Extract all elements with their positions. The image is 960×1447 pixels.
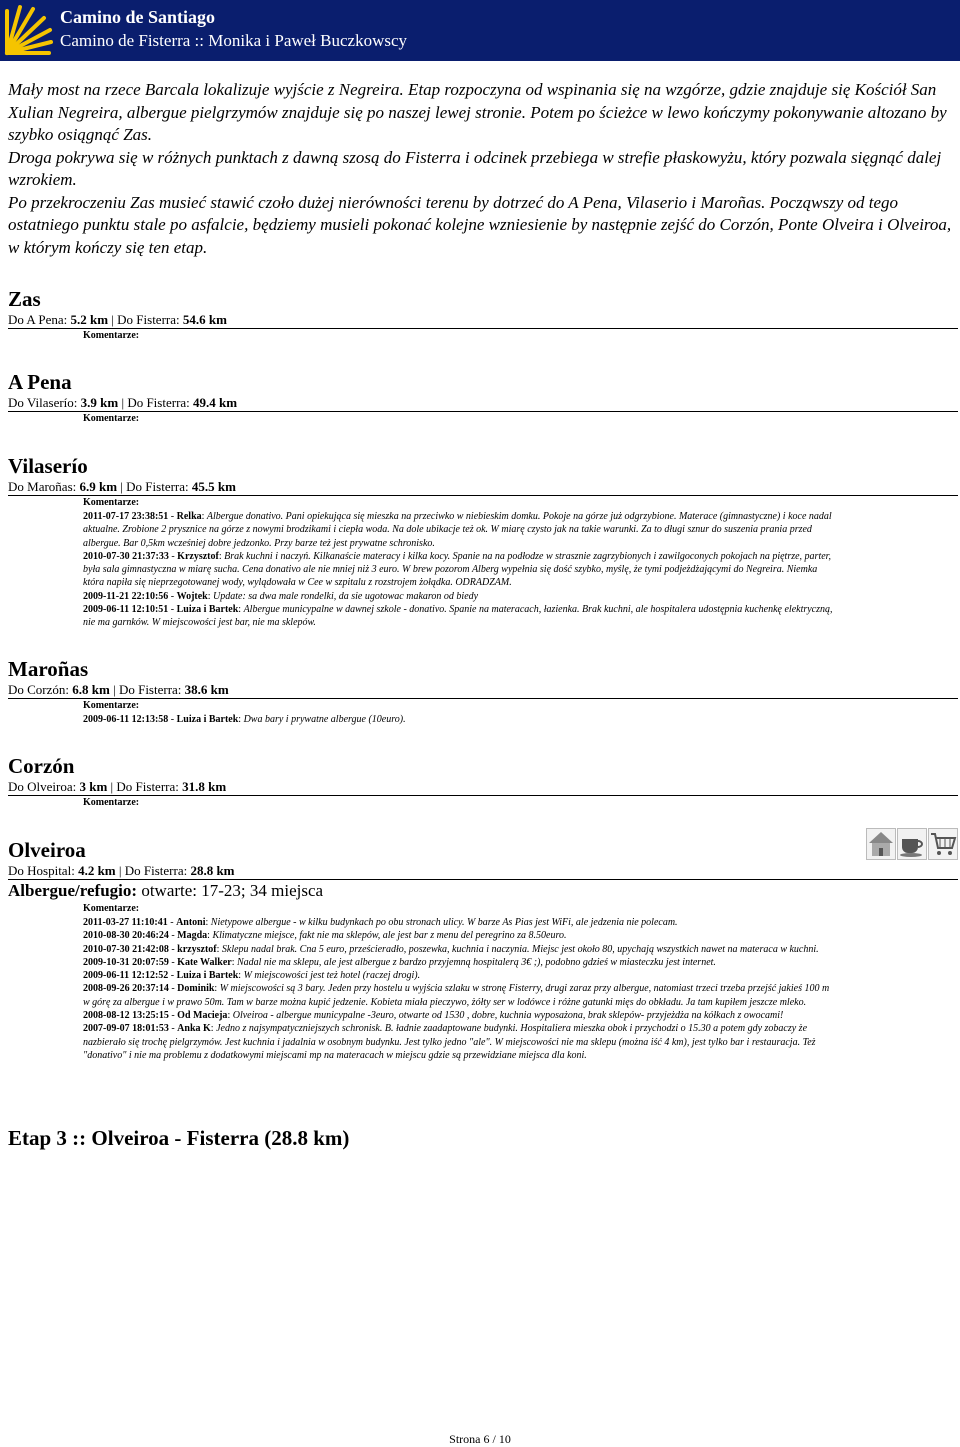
distance-line: Do Vilaserío: 3.9 km | Do Fisterra: 49.4 km	[8, 395, 958, 412]
comments-label: Komentarze:	[83, 413, 140, 424]
place-section-zas	[8, 286, 958, 343]
place-heading: Corzón	[8, 754, 75, 778]
comment-entry: 2009-06-11 12:13:58 - Luiza i Bartek: Dwa bary i prywatne albergue (10euro).	[83, 714, 406, 725]
comments-label: Komentarze:	[83, 700, 140, 711]
comment-entry: 2008-09-26 20:37:14 - Dominik: W miejscowości są 3 bary. Jeden przy hostelu u wyjścia szlaku w stronę Fisterry, drugi zaraz przy albergue, natomiast trzeci trzeba przejść jakieś 100 m w górę za albergue i w prawo 50m. Tam w barze można kupić jedzenie. Kobieta miała pieczywo, żółty ser w lodówce i różne gatunki mięs do obkładu. Ja tam kupiłem jeszcze mleko.	[83, 983, 830, 1008]
comments-label: Komentarze:	[83, 797, 140, 808]
place-section-olveiroa	[8, 837, 958, 1062]
place-section-maronas	[8, 656, 958, 726]
place-heading: Maroñas	[8, 657, 89, 681]
comment-entry: 2011-03-27 11:10:41 - Antoni: Nietypowe albergue - w kilku budynkach po obu stronach ulicy. W barze As Pias jest WiFi, ale jedzenia nie polecam.	[83, 917, 678, 928]
intro-paragraph: Mały most na rzece Barcala lokalizuje wyjście z Negreira. Etap rozpoczyna od wspinania się na wzgórze, gdzie znajduje się Kościół San Xulian Negreira, albergue pielgrzymów znajduje się po naszej lewej stronie. Potem po ścieżce w lewo kończymy pokonywanie altozano by szybko osiągnąć Zas.	[8, 80, 947, 144]
site-title: Camino de Santiago	[60, 7, 216, 27]
stage-heading: Etap 3 :: Olveiroa - Fisterra (28.8 km)	[8, 1126, 350, 1150]
albergue-info: Albergue/refugio: otwarte: 17-23; 34 miejsca	[8, 881, 324, 900]
header-bar	[0, 0, 960, 61]
distance-line: Do Hospital: 4.2 km | Do Fisterra: 28.8 km	[8, 863, 958, 880]
comments-label: Komentarze:	[83, 903, 140, 914]
comment-entry: 2009-10-31 20:07:59 - Kate Walker: Nadal nie ma sklepu, ale jest albergue z bardzo przyjemną hospitalerą 3€ ;), podobno gdzieś w miasteczku jest internet.	[83, 956, 716, 968]
scallop-shell-icon	[3, 3, 54, 57]
distance-line: Do Corzón: 6.8 km | Do Fisterra: 38.6 km	[8, 682, 958, 699]
site-subtitle: Camino de Fisterra :: Monika i Paweł Buczkowscy	[60, 31, 408, 50]
comment-entry: 2009-06-11 12:12:52 - Luiza i Bartek: W miejscowości jest też hotel (raczej drogi).	[83, 970, 421, 982]
comments-label: Komentarze:	[83, 497, 140, 508]
comment-entry: 2010-08-30 20:46:24 - Magda: Klimatyczne miejsce, fakt nie ma sklepów, ale jest bar z menu del peregrino za 8.50euro.	[83, 930, 567, 942]
comment-entry: 2010-07-30 21:42:08 - krzysztof: Sklepu nadal brak. Cna 5 euro, prześcieradło, poszewka, kuchnia i naczynia. Miejsc jest około 80, upychają wszystkich nawet na materaca w kuchni.	[83, 943, 819, 955]
place-section-vilaserio	[8, 453, 958, 630]
comment-entry: 2011-07-17 23:38:51 - Relka: Albergue donativo. Pani opiekująca się mieszka na przeciwko w niebieskim domku. Pokoje na górze już odgrzybione. Materace (gimnastyczne) i koce nadal aktualne. Zrobione 2 prysznice na górze z nowymi brodzikami i ciepła woda. Na dole ubikacje też ok. W miarę czysto jak na takie warunki. Za to długi sznur do suszenia prania przed albergue. Bar 0,5km wcześniej dobre jedzonko. Przy barze też jest prywatne schronisko.	[83, 511, 832, 549]
place-heading: Olveiroa	[8, 838, 86, 862]
place-heading: Zas	[8, 287, 41, 311]
place-heading: Vilaserío	[8, 454, 88, 478]
place-section-corzon	[8, 753, 958, 810]
distance-line: Do Maroñas: 6.9 km | Do Fisterra: 45.5 km	[8, 479, 958, 496]
place-section-a-pena	[8, 369, 958, 426]
distance-line: Do A Pena: 5.2 km | Do Fisterra: 54.6 km	[8, 312, 958, 329]
comment-entry: 2010-07-30 21:37:33 - Krzysztof: Brak kuchni i naczyń. Kilkanaście materacy i kilka kocy. Spanie na na podłodze w strasznie zagrzybionych i zawilgoconych pokojach na piętrze, parter, była sala gimnastyczna w miarę sucha. Cena donativo ale nie mniej niż 3 euro. W brew pozorom Alberg wypełnia się dość szybko, myślę, że tymi podjeżdżającymi do Negreira. Niemka która napiła się nieprzegotowanej wody, wylądowała w Cee w szpitalu z rozstrojem żołądka. ODRADZAM.	[83, 550, 831, 589]
intro-paragraph: Po przekroczeniu Zas musieć stawić czoło dużej nierówności terenu by dotrzeć do A Pena, Vilaserio i Maroñas. Począwszy od tego ostatniego punktu stale po asfalcie, będziemy musieli pokonać kolejne wzniesienie by następnie zejść do Corzón, Ponte Olveira i Olveiroa, w którym kończy się ten etap.	[8, 192, 952, 257]
comment-entry: 2009-06-11 12:10:51 - Luiza i Bartek: Albergue municypalne w dawnej szkole - donativo. Spanie na materacach, łazienka. Brak kuchni, ale hospitalera udostępnia kuchenkę elektryczną, nie ma garnków. W miejscowości jest bar, nie ma sklepów.	[83, 604, 833, 629]
comment-entry: 2007-09-07 18:01:53 - Anka K: Jedno z najsympatyczniejszych schronisk. B. ładnie zaadaptowane budynki. Hospitaliera mieszka obok i przychodzi o 15.30 a potem gdy zobaczy że nazbierało się trochę pielgrzymów. Jest kuchnia i jadalnia w osobnym budynku. Jest tylko jedno "ale". W miejscowości nie ma sklepu (można iść 4 km), jest tylko bar i restauracja. Też "donativo" i nie ma problemu z dodatkowymi miejscami mp na materacach w miejscu gdzie są przewidziane miejsca dla koni.	[83, 1023, 816, 1061]
page-number: Strona 6 / 10	[449, 1432, 511, 1446]
distance-line: Do Olveiroa: 3 km | Do Fisterra: 31.8 km	[8, 779, 958, 796]
comments-label: Komentarze:	[83, 330, 140, 341]
comment-entry: 2009-11-21 22:10:56 - Wojtek: Update: sa dwa male rondelki, da sie ugotowac makaron od biedy	[83, 590, 479, 602]
intro-paragraph: Droga pokrywa się w różnych punktach z dawną szosą do Fisterra i odcinek przebiega w strefie płaskowyżu, który pozwala sięgnąć dalej wzrokiem.	[8, 147, 942, 189]
intro-text	[8, 79, 953, 259]
place-heading: A Pena	[8, 370, 72, 394]
comment-entry: 2008-08-12 13:25:15 - Od Macieja: Olveiroa - albergue municypalne -3euro, otwarte od 1530 , dobre, kuchnia wyposażona, brak sklepów- przyjeżdża na kółkach z owocami!	[83, 1010, 784, 1022]
